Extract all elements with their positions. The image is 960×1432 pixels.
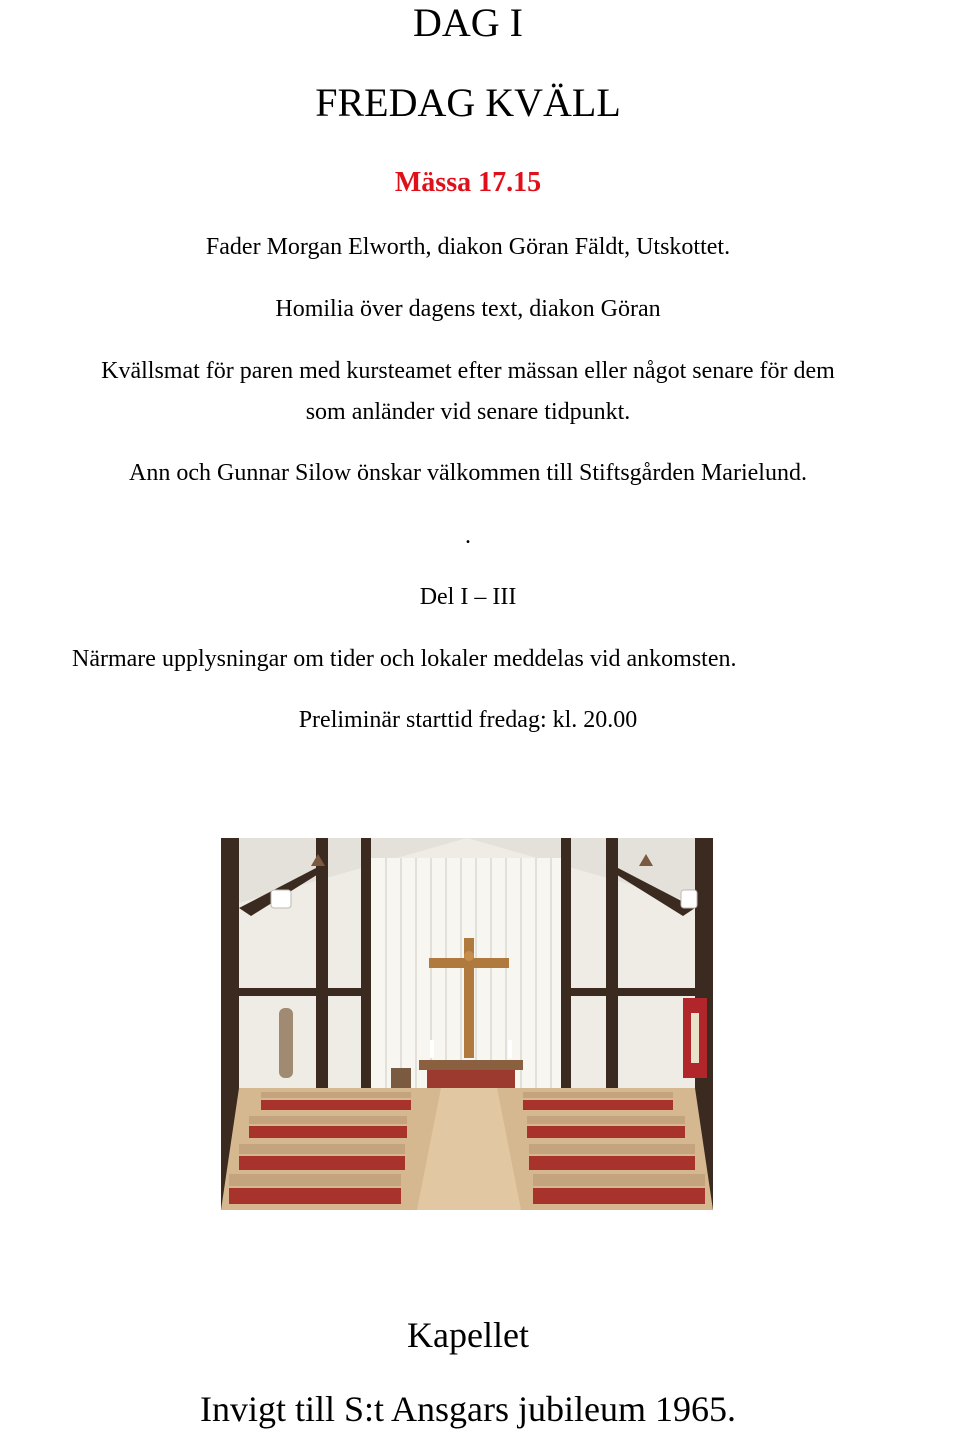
supper-text-line1: Kvällsmat för paren med kursteamet efter mässan eller något senare för dem [101, 358, 835, 384]
homily-text: Homilia över dagens text, diakon Göran [275, 296, 661, 322]
day-heading: DAG I [413, 0, 523, 45]
caption-text: Invigt till S:t Ansgars jubileum 1965. [199, 1389, 736, 1429]
supper-text-line2: som anländer vid senare tidpunkt. [305, 399, 631, 425]
evening-heading: FREDAG KVÄLL [315, 80, 621, 125]
parts-text: Del I – III [419, 584, 517, 610]
chapel-interior-photo [221, 838, 713, 1210]
start-time-text: Preliminär starttid fredag: kl. 20.00 [298, 707, 638, 733]
celebrants-text: Fader Morgan Elworth, diakon Göran Fäldt, Utskottet. [205, 234, 731, 260]
info-text: Närmare upplysningar om tider och lokaler meddelas vid ankomsten. [72, 646, 737, 672]
separator-dot: . [465, 523, 471, 549]
caption-title: Kapellet [407, 1315, 529, 1355]
welcome-text: Ann och Gunnar Silow önskar välkommen till Stiftsgården Marielund. [129, 460, 807, 486]
mass-time: Mässa 17.15 [394, 167, 542, 198]
